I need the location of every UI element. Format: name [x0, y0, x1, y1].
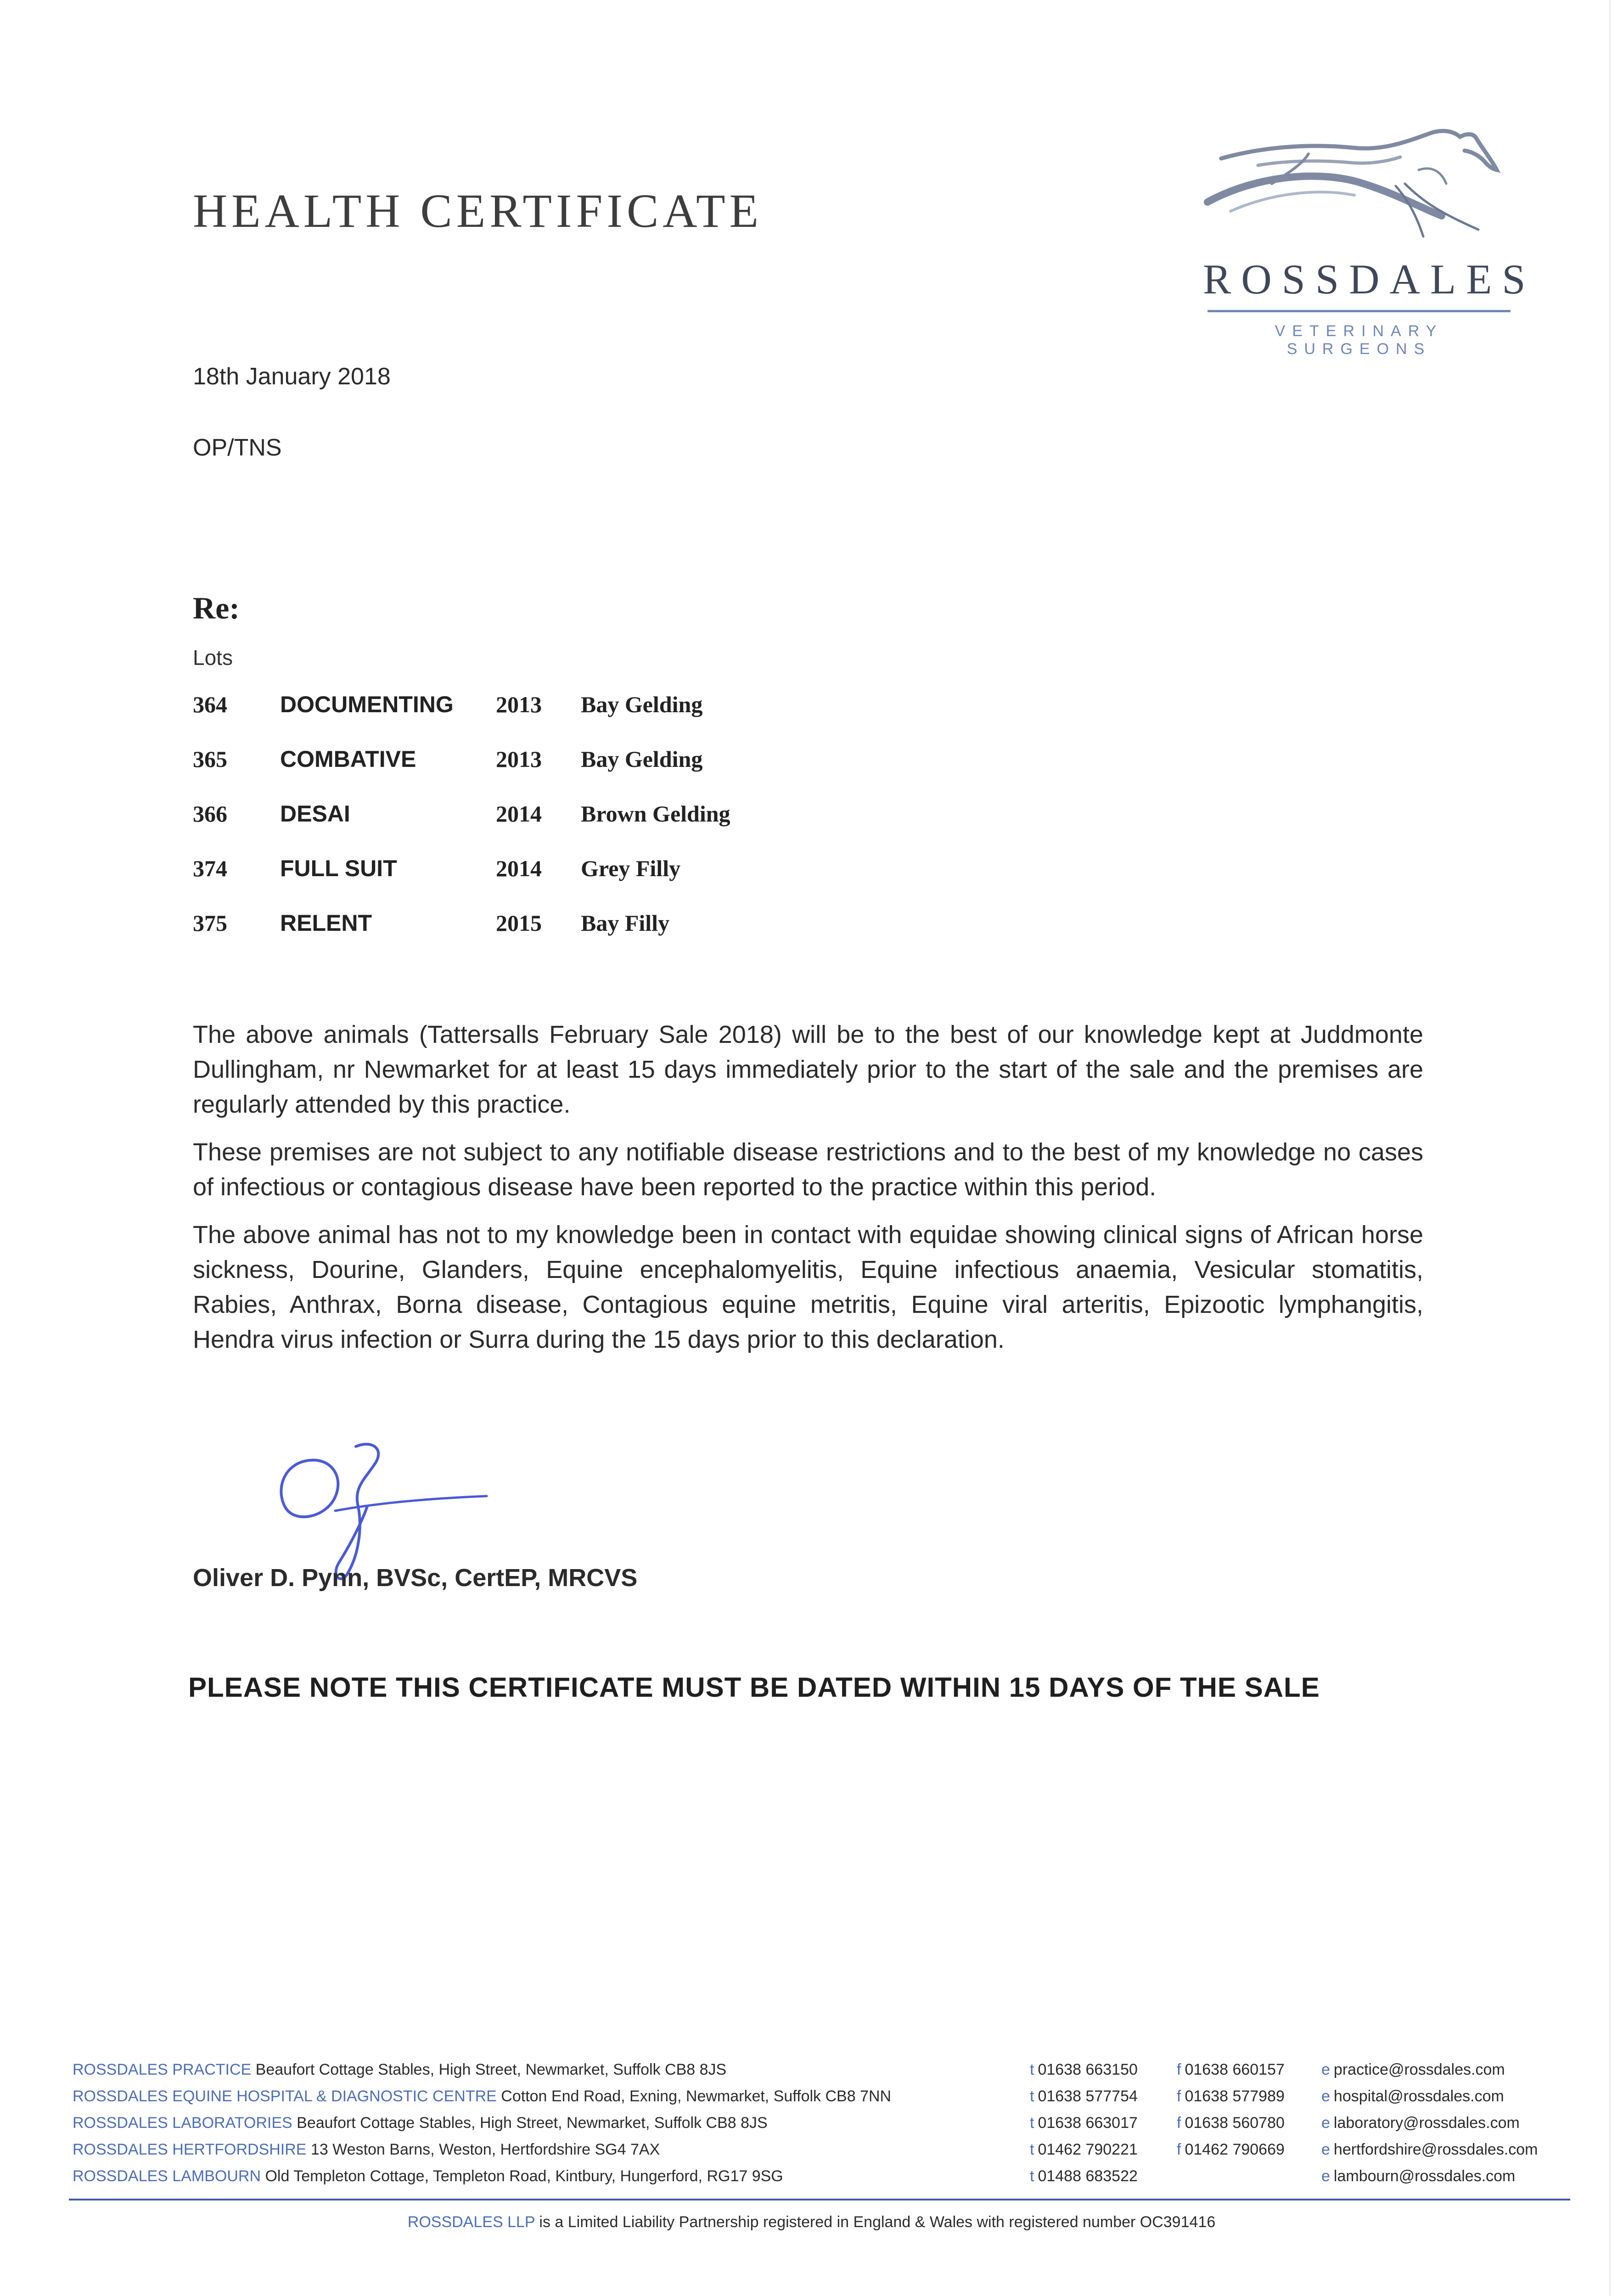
lot-row	[193, 691, 820, 746]
certificate-date: 18th January 2018	[193, 363, 391, 390]
office-name: ROSSDALES LABORATORIES	[73, 2114, 292, 2132]
office-address: Beaufort Cottage Stables, High Street, Newmarket, Suffolk CB8 8JS	[255, 2061, 727, 2078]
lot-number: 374	[193, 855, 227, 881]
footer-office-row: ROSSDALES EQUINE HOSPITAL & DIAGNOSTIC CENTRE Cotton End Road, Exning, Newmarket, Suffolk CB8 7NN t 01638 577754 f 01638 577989 e hospital@rossdales.com	[73, 2088, 1504, 2105]
office-telephone: 01638 577754	[1038, 2088, 1138, 2105]
footer-office-row: ROSSDALES LABORATORIES Beaufort Cottage Stables, High Street, Newmarket, Suffolk CB8 8JS t 01638 663017 f 01638 560780 e laboratory@rossdales.com	[73, 2114, 1520, 2132]
lot-row	[193, 910, 820, 964]
llp-registration	[0, 2213, 1623, 2231]
office-address: Beaufort Cottage Stables, High Street, Newmarket, Suffolk CB8 8JS	[297, 2114, 768, 2132]
office-name: ROSSDALES LAMBOURN	[73, 2167, 261, 2185]
re-label: Re:	[193, 591, 240, 625]
horse-name: FULL SUIT	[280, 855, 397, 881]
office-fax: 01638 660157	[1185, 2061, 1285, 2078]
foaling-year: 2013	[496, 692, 542, 717]
lot-number: 366	[193, 801, 227, 827]
lot-row	[193, 855, 820, 910]
disease-restrictions-paragraph: These premises are not subject to any notifiable disease restrictions and to the best of my knowledge no cases of infectious or contagious disease have been reported to the practice within this period.	[193, 1138, 1423, 1201]
office-email: hospital@rossdales.com	[1333, 2088, 1504, 2105]
lot-number: 375	[193, 910, 227, 936]
contact-declaration-paragraph: The above animal has not to my knowledge been in contact with equidae showing clinical signs of African horse sickness, Dourine, Glanders, Equine encephalomyelitis, Equine infectious anaemia, Vesicular stomatitis, Rabies, Anthrax, Borna disease, Contagious equine metritis, Equine viral arteritis, Epizootic lymphangitis, Hendra virus infection or Surra during the 15 days prior to this declaration.	[193, 1221, 1423, 1353]
horse-name: DOCUMENTING	[280, 692, 454, 717]
office-name: ROSSDALES PRACTICE	[73, 2061, 252, 2078]
office-email: lambourn@rossdales.com	[1333, 2167, 1516, 2185]
office-name: ROSSDALES HERTFORDSHIRE	[73, 2141, 307, 2158]
horse-logo-icon	[1203, 115, 1515, 253]
document-title: HEALTH CERTIFICATE	[193, 185, 763, 237]
foaling-year: 2015	[496, 910, 542, 936]
footer-office-row: ROSSDALES LAMBOURN Old Templeton Cottage, Templeton Road, Kintbury, Hungerford, RG17 9SG t 01488 683522 e lambourn@rossdales.com	[73, 2167, 1516, 2185]
footer-office-row: ROSSDALES PRACTICE Beaufort Cottage Stables, High Street, Newmarket, Suffolk CB8 8JS t 01638 663150 f 01638 660157 e practice@rossdales.com	[73, 2061, 1505, 2078]
signatory-name: Oliver D. Pynn, BVSc, CertEP, MRCVS	[193, 1564, 638, 1592]
office-email: laboratory@rossdales.com	[1333, 2114, 1520, 2132]
office-email: practice@rossdales.com	[1333, 2061, 1505, 2078]
lot-row	[193, 800, 820, 855]
dating-notice: PLEASE NOTE THIS CERTIFICATE MUST BE DATED WITHIN 15 DAYS OF THE SALE	[188, 1672, 1320, 1703]
office-telephone: 01462 790221	[1038, 2141, 1138, 2158]
office-name: ROSSDALES EQUINE HOSPITAL & DIAGNOSTIC CENTRE	[73, 2088, 497, 2105]
rossdales-logo	[1203, 115, 1536, 358]
lot-row	[193, 746, 820, 800]
foaling-year: 2014	[496, 801, 542, 827]
horse-name: DESAI	[280, 801, 350, 827]
horse-description: Bay Gelding	[581, 746, 703, 772]
office-address: 13 Weston Barns, Weston, Hertfordshire SG4 7AX	[310, 2141, 660, 2158]
lot-number: 364	[193, 692, 227, 717]
foaling-year: 2014	[496, 855, 542, 881]
logo-divider	[1207, 310, 1511, 312]
office-fax: 01462 790669	[1185, 2141, 1285, 2158]
office-address: Cotton End Road, Exning, Newmarket, Suffolk CB8 7NN	[501, 2088, 892, 2105]
llp-name: ROSSDALES LLP	[407, 2213, 535, 2231]
horse-description: Grey Filly	[581, 855, 681, 881]
foaling-year: 2013	[496, 746, 542, 772]
horse-description: Bay Filly	[581, 910, 670, 936]
llp-statement: is a Limited Liability Partnership registered in England & Wales with registered number OC391416	[539, 2213, 1216, 2231]
office-address: Old Templeton Cottage, Templeton Road, Kintbury, Hungerford, RG17 9SG	[265, 2167, 783, 2185]
office-email: hertfordshire@rossdales.com	[1333, 2141, 1538, 2158]
sale-premises-paragraph: The above animals (Tattersalls February Sale 2018) will be to the best of our knowledge kept at Juddmonte Dullingham, nr Newmarket for at least 15 days immediately prior to the start of the sale and the premises are regularly attended by this practice.	[193, 1021, 1423, 1118]
scan-edge	[1609, 0, 1611, 2296]
lots-table	[193, 691, 820, 964]
logo-wordmark: ROSSDALES	[1203, 256, 1536, 303]
certificate-body	[193, 1017, 1423, 1370]
logo-subtitle: VETERINARY SURGEONS	[1275, 322, 1443, 358]
office-fax: 01638 577989	[1185, 2088, 1285, 2105]
lot-number: 365	[193, 746, 227, 772]
office-telephone: 01488 683522	[1038, 2167, 1138, 2185]
reference-code: OP/TNS	[193, 434, 282, 461]
horse-description: Bay Gelding	[581, 692, 703, 717]
footer-office-row: ROSSDALES HERTFORDSHIRE 13 Weston Barns, Weston, Hertfordshire SG4 7AX t 01462 790221 f 01462 790669 e hertfordshire@rossdales.com	[73, 2141, 1538, 2158]
office-fax: 01638 560780	[1185, 2114, 1285, 2132]
footer-offices	[73, 2061, 1569, 2194]
lots-label: Lots	[193, 646, 233, 670]
horse-name: COMBATIVE	[280, 746, 416, 772]
horse-description: Brown Gelding	[581, 801, 730, 827]
office-telephone: 01638 663017	[1038, 2114, 1138, 2132]
horse-name: RELENT	[280, 910, 372, 936]
footer-divider	[69, 2199, 1570, 2200]
office-telephone: 01638 663150	[1038, 2061, 1138, 2078]
